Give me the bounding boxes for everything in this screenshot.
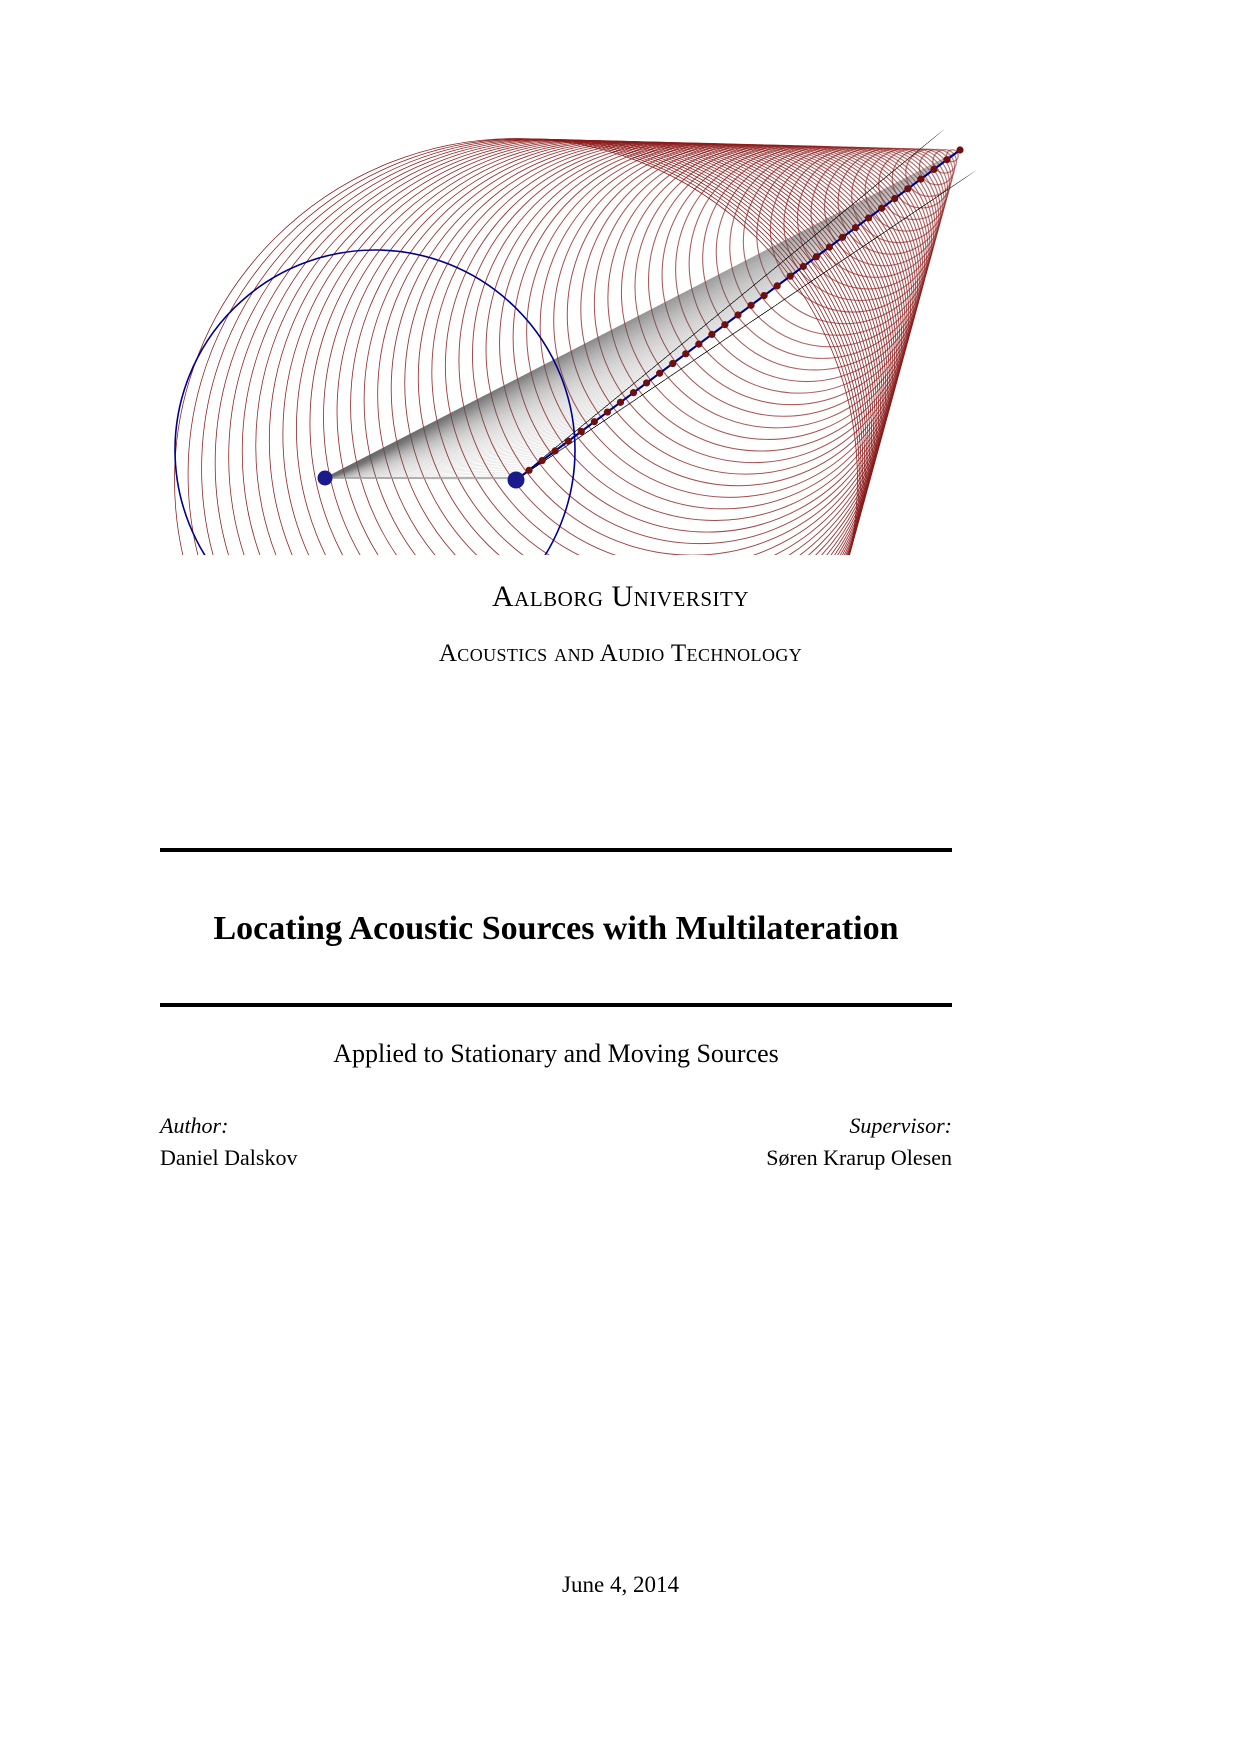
- supervisor-role-label: Supervisor:: [849, 1113, 952, 1138]
- title-rule-top: [160, 848, 952, 852]
- cover-figure: [160, 130, 1080, 555]
- page-title: Locating Acoustic Sources with Multilateration: [213, 909, 899, 947]
- supervisor-name: Søren Krarup Olesen: [766, 1144, 952, 1170]
- people-block: [160, 1110, 952, 1174]
- page-subtitle: Applied to Stationary and Moving Sources: [333, 1039, 779, 1069]
- author-role-label: Author:: [160, 1113, 229, 1138]
- author-name: Daniel Dalskov: [160, 1144, 298, 1170]
- cover-figure-svg: [160, 130, 1080, 555]
- author-block: [160, 1110, 297, 1174]
- wavefront-circles: [175, 139, 959, 555]
- institution-block: [0, 578, 1241, 669]
- department-name: Acoustics and Audio Technology: [438, 639, 803, 667]
- university-name: Aalborg University: [492, 580, 749, 613]
- supervisor-block: [766, 1110, 952, 1174]
- receiver-marker-right: [508, 472, 525, 489]
- title-block: [160, 848, 952, 1071]
- publication-date: June 4, 2014: [562, 1572, 679, 1597]
- receiver-marker-left: [318, 471, 333, 486]
